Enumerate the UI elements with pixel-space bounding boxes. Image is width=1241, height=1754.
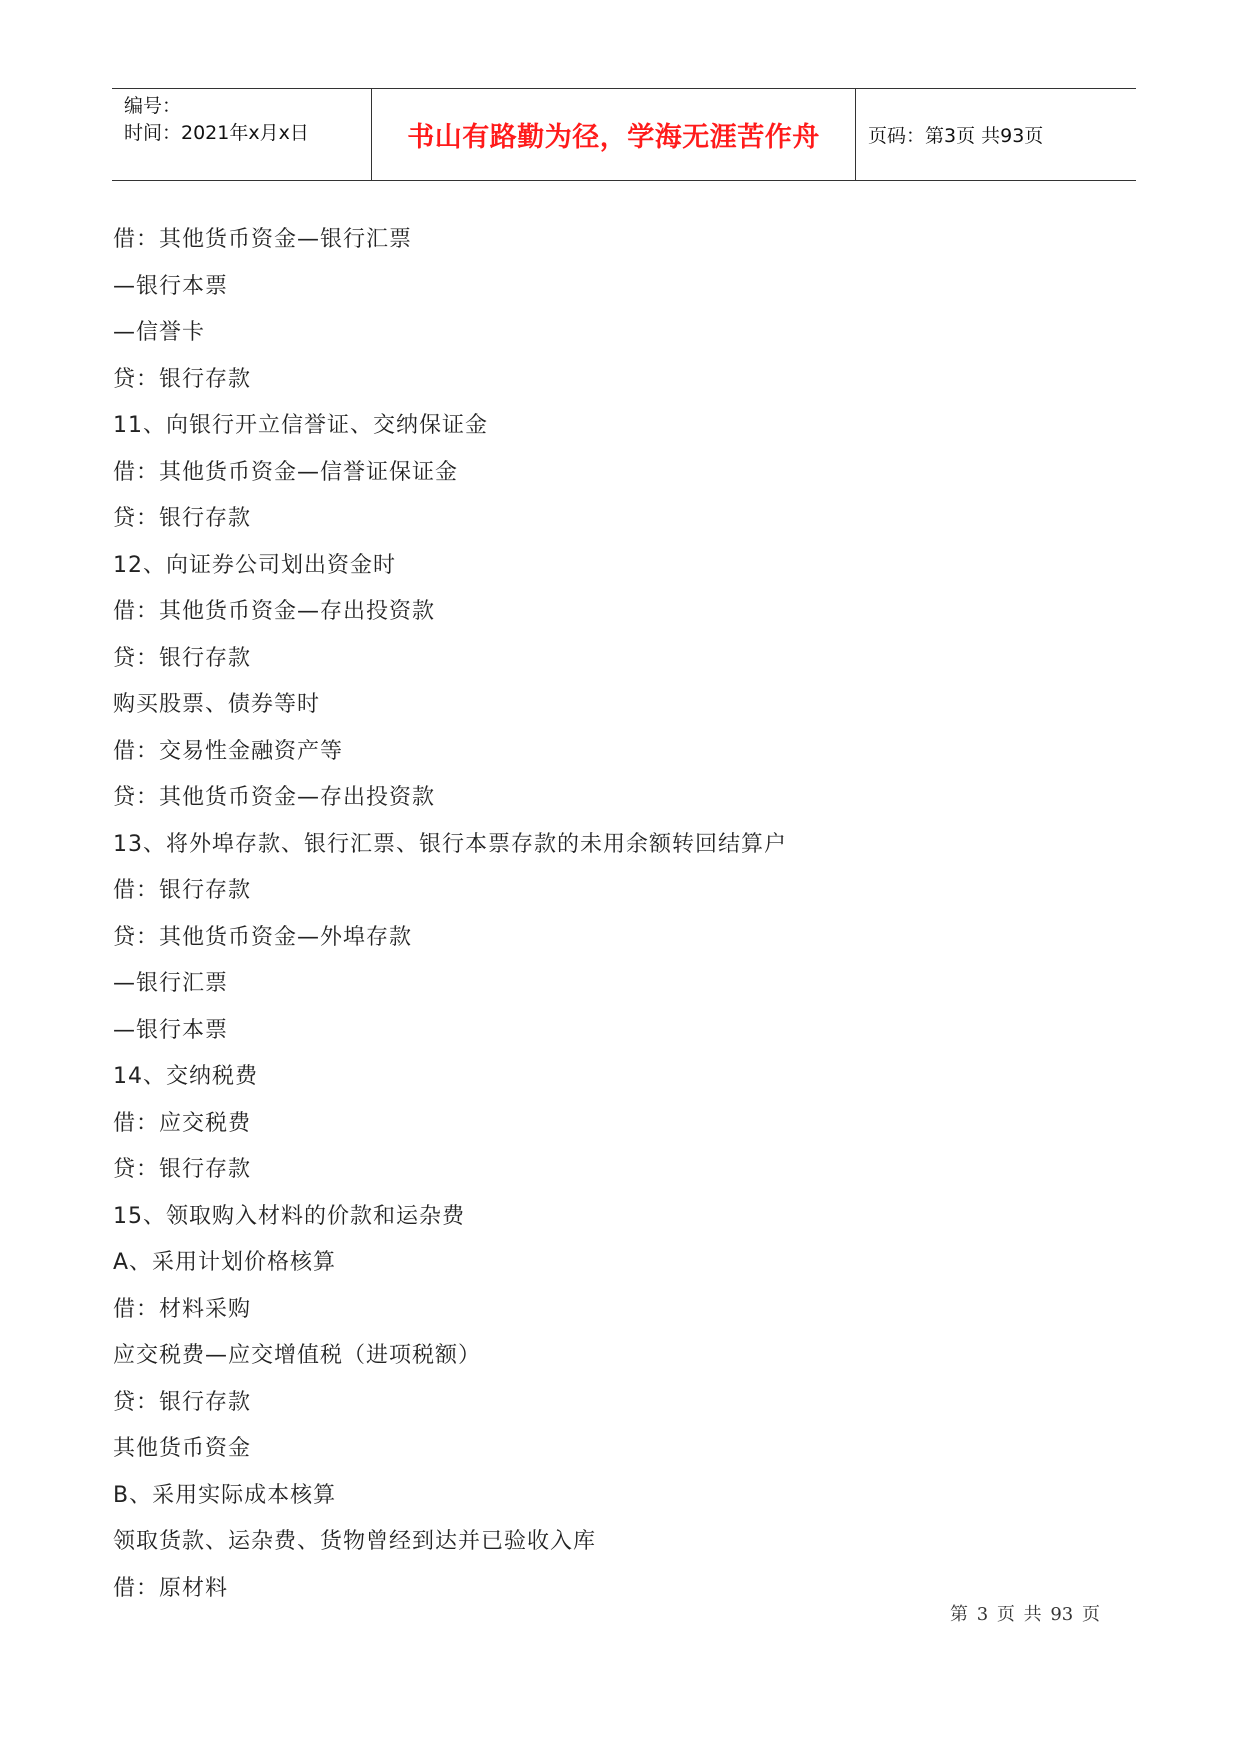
text-line: 借：交易性金融资产等	[113, 738, 344, 764]
text-line: 借：其他货币资金—银行汇票	[113, 227, 413, 252]
text-line: B、采用实际成本核算	[113, 1482, 337, 1508]
page-label: 页码：第3页 共93页	[868, 125, 1044, 147]
text-line: —银行本票	[113, 273, 229, 299]
text-line: 12、向证券公司划出资金时	[113, 552, 396, 578]
text-line: 贷：其他货币资金—存出投资款	[113, 785, 436, 810]
text-line: 贷：其他货币资金—外埠存款	[113, 924, 413, 950]
text-line: A、采用计划价格核算	[113, 1250, 337, 1275]
text-line: 贷：银行存款	[113, 1389, 252, 1415]
text-line: 其他货币资金	[113, 1436, 252, 1461]
text-line: 贷：银行存款	[113, 506, 252, 531]
text-line: —信誉卡	[113, 320, 206, 345]
text-line: —银行汇票	[113, 971, 229, 996]
text-line: 贷：银行存款	[113, 645, 252, 671]
text-line: 借：其他货币资金—存出投资款	[113, 599, 436, 624]
header-motto-cell	[372, 89, 856, 180]
text-line: 借：银行存款	[113, 878, 252, 903]
header-meta	[112, 89, 372, 180]
text-line: 贷：银行存款	[113, 366, 252, 392]
text-line: 购买股票、债券等时	[113, 692, 321, 717]
motto: 书山有路勤为径，学海无涯苦作舟	[407, 122, 820, 153]
text-line: 借：原材料	[113, 1575, 229, 1601]
text-line: 借：其他货币资金—信誉证保证金	[113, 459, 459, 485]
number-label: 编号：	[124, 95, 182, 117]
text-line: —银行本票	[113, 1017, 229, 1043]
text-line: 14、交纳税费	[113, 1064, 258, 1089]
text-line: 贷：银行存款	[113, 1157, 252, 1182]
text-line: 应交税费—应交增值税（进项税额）	[113, 1343, 482, 1368]
header-page-cell	[856, 89, 1136, 180]
time-label: 时间：2021年x月x日	[124, 122, 309, 144]
document-body	[113, 217, 1113, 1612]
text-line: 借：应交税费	[113, 1110, 252, 1136]
page-footer: 第 3 页 共 93 页	[950, 1604, 1100, 1625]
text-line: 借：材料采购	[113, 1296, 252, 1322]
text-line: 领取货款、运杂费、货物曾经到达并已验收入库	[113, 1529, 597, 1554]
text-line: 11、向银行开立信誉证、交纳保证金	[113, 413, 488, 438]
page-header	[112, 88, 1136, 181]
text-line: 13、将外埠存款、银行汇票、银行本票存款的未用余额转回结算户	[113, 831, 787, 857]
text-line: 15、领取购入材料的价款和运杂费	[113, 1203, 465, 1229]
